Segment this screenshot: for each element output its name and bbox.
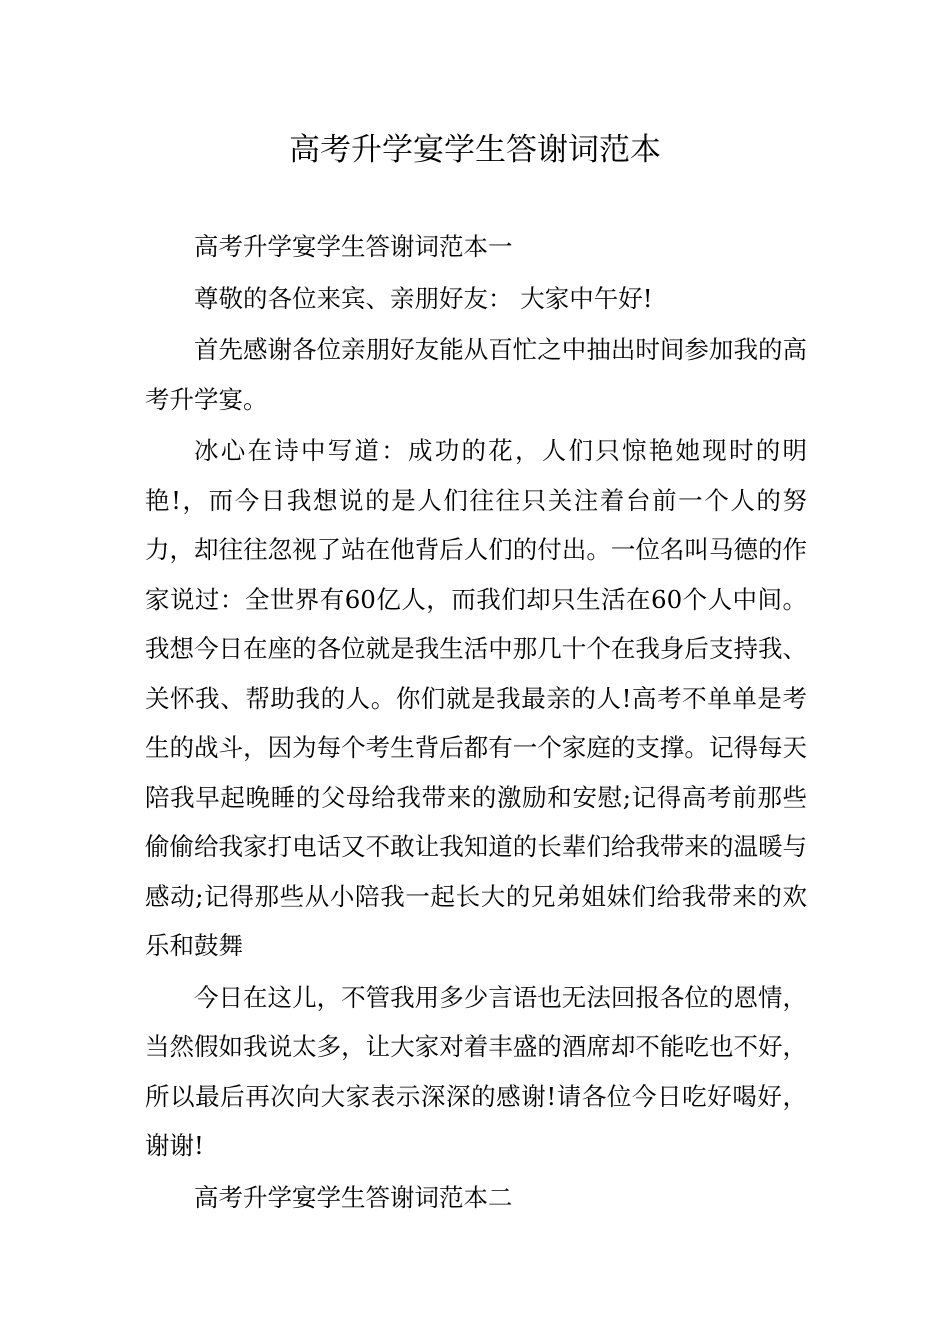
- section-heading-2: 高考升学宴学生答谢词范本二: [194, 1182, 513, 1212]
- document-title: 高考升学宴学生答谢词范本: [289, 132, 661, 168]
- body-paragraph: 首先感谢各位亲朋好友能从百忙之中抽出时间参加我的高考升学宴。: [145, 335, 807, 414]
- document-body: [145, 222, 807, 1224]
- section-heading-1: 高考升学宴学生答谢词范本一: [194, 232, 513, 261]
- body-paragraph: 冰心在诗中写道：成功的花，人们只惊艳她现时的明艳!，而今日我想说的是人们往往只关注着台前一个人的努力，却往往忽视了站在他背后人们的付出。一位名叫马德的作家说过：全世界有60亿人，而我们却只生活在60个人中间。我想今日在座的各位就是我生活中那几十个在我身后支持我、关怀我、帮助我的人。你们就是我最亲的人!高考不单单是考生的战斗，因为每个考生背后都有一个家庭的支撑。记得每天陪我早起晚睡的父母给我带来的激励和安慰;记得高考前那些偷偷给我家打电话又不敢让我知道的长辈们给我带来的温暖与感动;记得那些从小陪我一起长大的兄弟姐妹们给我带来的欢乐和鼓舞: [145, 436, 807, 960]
- salutation-paragraph: 尊敬的各位来宾、亲朋好友： 大家中午好!: [194, 283, 653, 313]
- body-paragraph: 今日在这儿，不管我用多少言语也无法回报各位的恩情，当然假如我说太多，让大家对着丰盛的酒席却不能吃也不好，所以最后再次向大家表示深深的感谢!请各位今日吃好喝好，谢谢!: [145, 982, 807, 1160]
